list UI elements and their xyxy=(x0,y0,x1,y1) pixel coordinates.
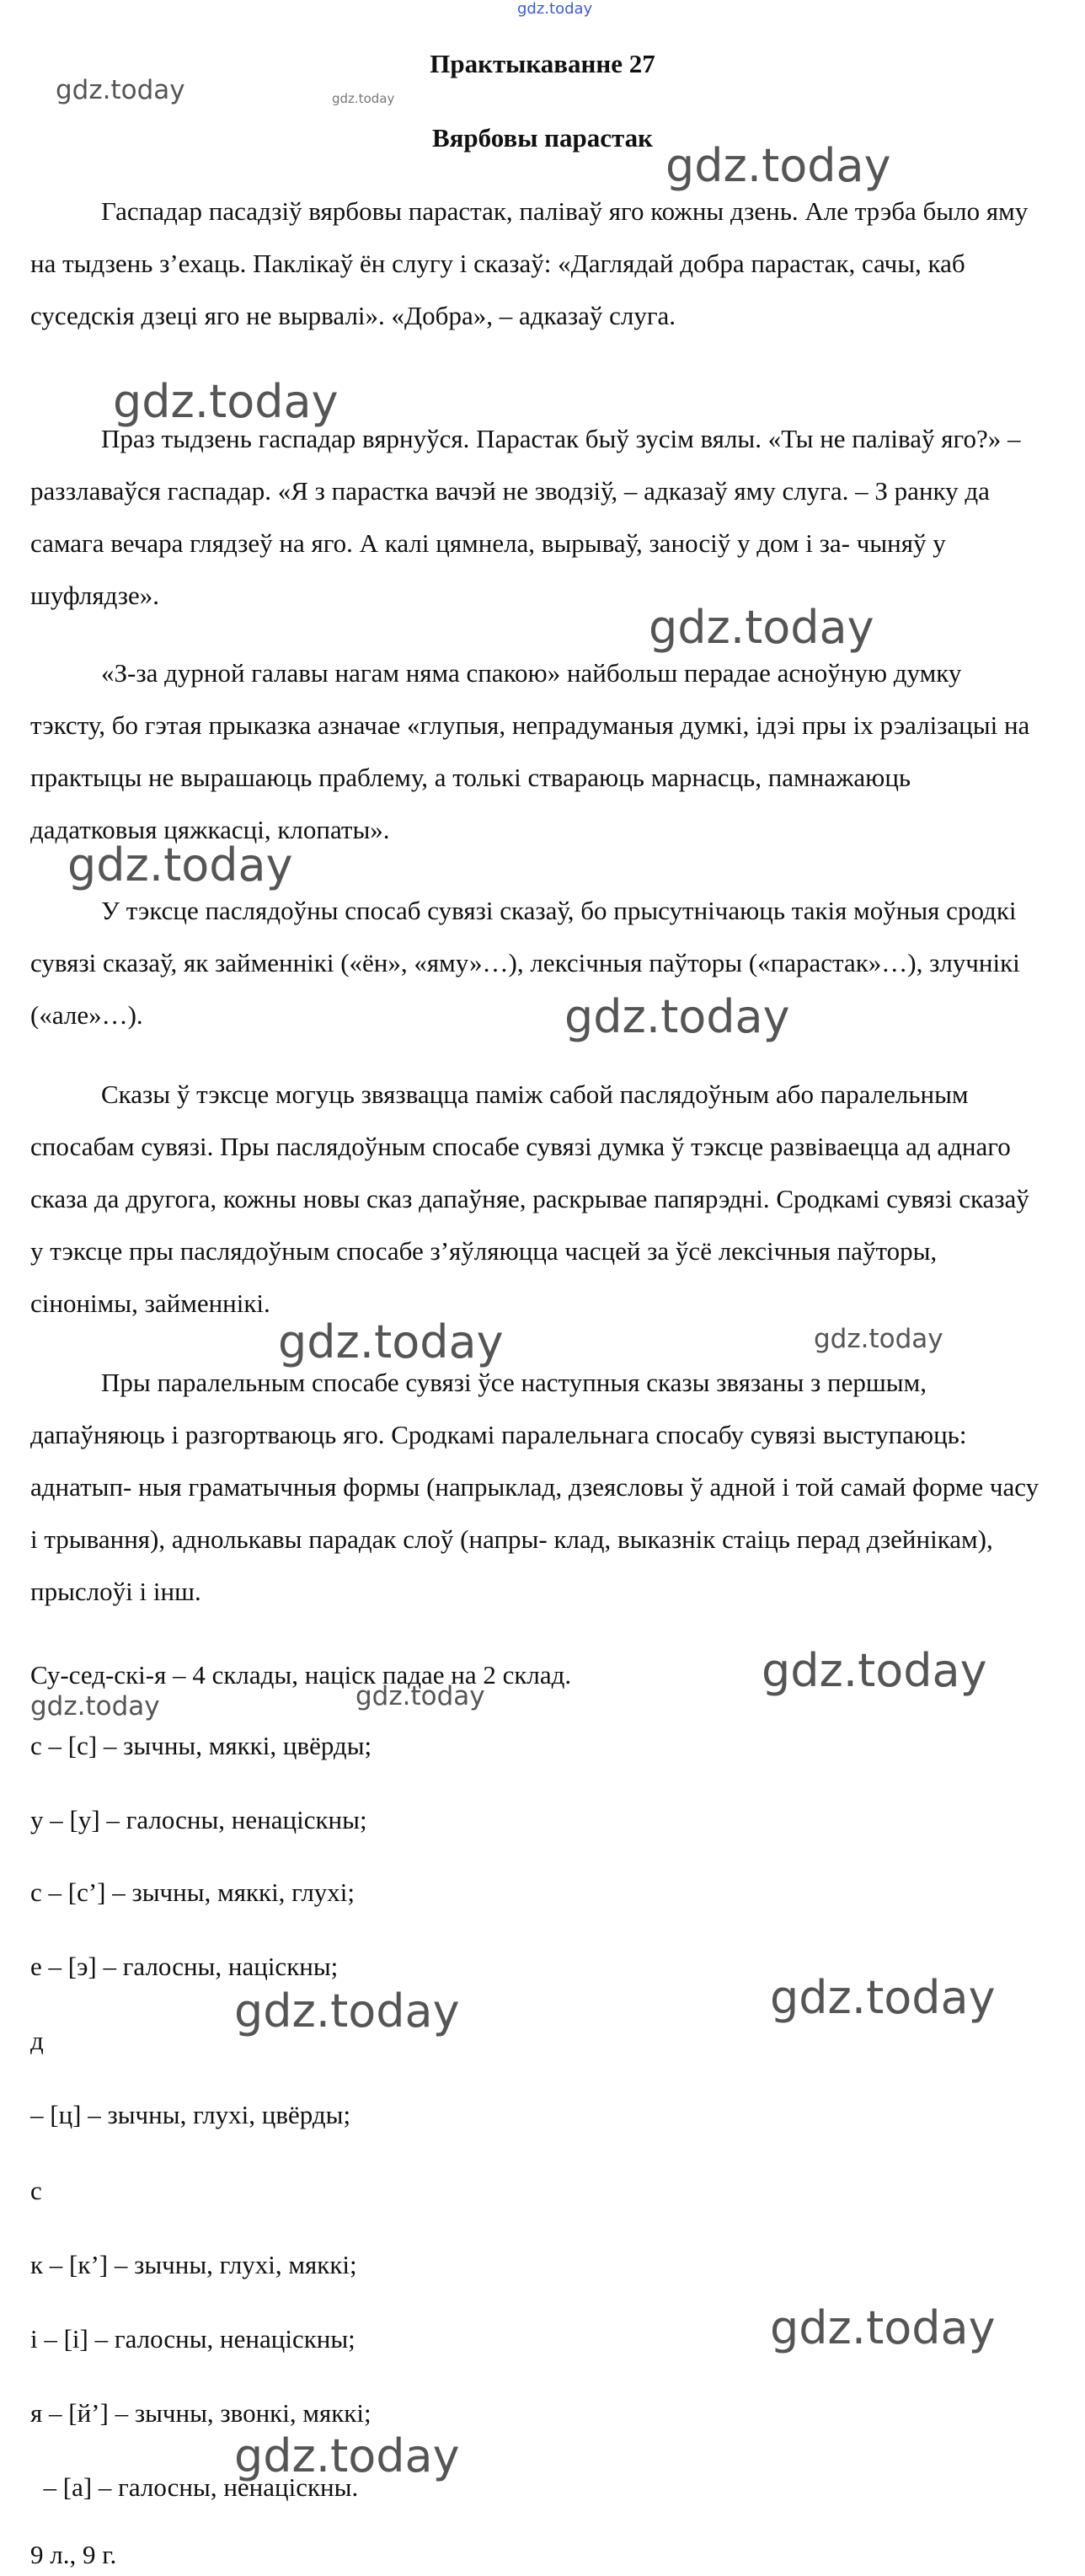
paragraph: У тэксце паслядоўны спосаб сувязі сказаў, бо прысутнічаюць такія моўныя сродкі сувязі сказаў, як займеннікі («ён», «яму»…), лексічныя паўторы («парастак»…), злучнікі («але»…). xyxy=(30,896,1020,1030)
watermark: gdz.today xyxy=(770,1971,996,2024)
paragraph: Сказы ў тэксце могуць звязвацца паміж сабой паслядоўным або паралельным спосабам сувязі. Пры паслядоўным спосабе сувязі думка ў тэксце развіваецца ад аднаго сказа да другога, кожны новы сказ дапаўняе, раскрывае папярэдні. Сродкамі сувязі сказаў у тэксце пры паслядоўным спосабе з’яўляюцца часцей за ўсё лексічныя паўторы, сінонімы, займеннікі. xyxy=(30,1079,1029,1318)
watermark: gdz.today xyxy=(56,75,185,105)
watermark: gdz.today xyxy=(814,1324,943,1354)
sound-line: – [ц] – зычны, глухі, цвёрды; xyxy=(30,2100,351,2129)
sound-line: с – [с’] – зычны, мяккі, глухі; xyxy=(30,1877,355,1907)
watermark: gdz.today xyxy=(234,1984,460,2038)
paragraph: Гаспадар пасадзіў вярбовы парастак, палівaў яго кожны дзень. Але трэба было яму на тыдзень з’ехаць. Паклікаў ён слугу і сказаў: «Даглядай добра парастак, сачы, каб суседскія дзеці яго не вырвалі». «Добра», – адказаў слуга. xyxy=(30,196,1029,330)
sound-line: д xyxy=(30,2026,44,2055)
watermark: gdz.today xyxy=(30,1691,160,1722)
sound-line: я – [й’] – зычны, звонкі, мяккі; xyxy=(30,2398,371,2428)
paragraph: Праз тыдзень гаспадар вярнуўся. Парастак быў зусім вялы. «Ты не паліваў яго?» – раззлаваўся гаспадар. «Я з парастка вачэй не зводзіў, – адказаў яму слуга. – З ранку да самага вечара глядзеў на яго. А калі цямнела, вырываў, заносіў у дом і за- чыняў у шуфлядзе». xyxy=(30,424,1021,610)
watermark: gdz.today xyxy=(355,1681,485,1711)
watermark: gdz.today xyxy=(113,375,339,428)
sound-line: с – [с] – зычны, мяккі, цвёрды; xyxy=(30,1731,372,1760)
watermark: gdz.today xyxy=(234,2429,460,2482)
letters-sounds-summary: 9 л., 9 г. xyxy=(30,2540,117,2569)
watermark: gdz.today xyxy=(665,139,891,192)
syllable-analysis-heading: Су-сед-скі-я – 4 склады, націск падае на 2 склад. xyxy=(30,1660,572,1690)
watermark: gdz.today xyxy=(649,601,874,654)
paragraph: Пры паралельным спосабе сувязі ўсе наступныя сказы звязаны з першым, дапаўняюць і разгортваюць яго. Сродкамі паралельнага спосабу сувязі выступаюць: аднатып- ныя граматычныя формы (напрыклад, дзеясловы ў адной і той самай форме часу і трывання), аднолькавы парадак слоў (напры- клад, выказнік стаіць перад дзейнікам), прыслоўі і інш. xyxy=(30,1368,1040,1606)
sound-line: – [а] – галосны, ненаціскны. xyxy=(30,2472,359,2502)
paragraph: «З-за дурной галавы нагам няма спакою» найбольш перадае асноўную думку тэксту, бо гэтая прыказка азначае «глупыя, непрадуманыя думкі, ідэі пры іх рэалізацыі на практыцы не вырашаюць праблему, а толькі ствараюць марнасць, памнажаюць дадатковыя цяжкасці, клопаты». xyxy=(30,658,1030,844)
exercise-title: Практыкаванне 27 xyxy=(430,49,655,78)
watermark: gdz.today xyxy=(517,0,593,18)
sound-line: с xyxy=(30,2176,42,2205)
sound-line: і – [і] – галосны, ненаціскны; xyxy=(30,2324,355,2354)
sound-line: е – [э] – галосны, націскны; xyxy=(30,1952,339,1981)
watermark: gdz.today xyxy=(762,1644,987,1697)
watermark: gdz.today xyxy=(770,2301,996,2354)
watermark: gdz.today xyxy=(278,1315,504,1368)
sound-line: к – [к’] – зычны, глухі, мяккі; xyxy=(30,2250,357,2279)
watermark: gdz.today xyxy=(564,990,790,1043)
sound-line: у – [у] – галосны, ненаціскны; xyxy=(30,1805,367,1834)
watermark: gdz.today xyxy=(67,838,293,892)
watermark: gdz.today xyxy=(332,91,395,106)
text-title: Вярбовы парастак xyxy=(431,123,654,153)
